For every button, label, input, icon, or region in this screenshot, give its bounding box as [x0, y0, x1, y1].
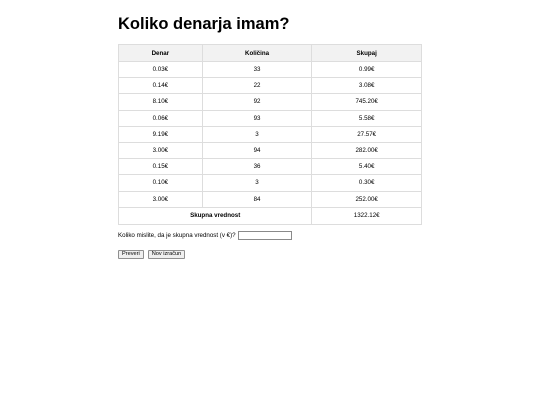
- total-row: [119, 207, 422, 224]
- cell-denar: 0.06€: [119, 110, 203, 126]
- table-row: [119, 126, 422, 142]
- cell-skupaj: 5.40€: [312, 159, 422, 175]
- cell-denar: 3.00€: [119, 142, 203, 158]
- total-value: 1322.12€: [312, 207, 422, 224]
- cell-skupaj: 27.57€: [312, 126, 422, 142]
- page-container: [118, 14, 422, 259]
- money-table: [118, 44, 422, 225]
- cell-kolicina: 33: [202, 62, 312, 78]
- cell-skupaj: 282.00€: [312, 142, 422, 158]
- cell-kolicina: 92: [202, 94, 312, 110]
- cell-denar: 9.19€: [119, 126, 203, 142]
- cell-kolicina: 3: [202, 126, 312, 142]
- cell-denar: 0.14€: [119, 78, 203, 94]
- cell-skupaj: 0.30€: [312, 175, 422, 191]
- question-row: [118, 230, 422, 242]
- cell-skupaj: 3.08€: [312, 78, 422, 94]
- cell-kolicina: 22: [202, 78, 312, 94]
- cell-kolicina: 93: [202, 110, 312, 126]
- table-row: [119, 94, 422, 110]
- total-label: Skupna vrednost: [119, 207, 312, 224]
- cell-kolicina: 36: [202, 159, 312, 175]
- table-row: [119, 62, 422, 78]
- check-button[interactable]: Preveri: [118, 250, 144, 259]
- cell-denar: 0.15€: [119, 159, 203, 175]
- answer-input[interactable]: [238, 231, 292, 240]
- table-row: [119, 110, 422, 126]
- cell-skupaj: 745.20€: [312, 94, 422, 110]
- header-kolicina: Količina: [202, 45, 312, 62]
- page-title: Koliko denarja imam?: [118, 15, 290, 33]
- cell-denar: 0.03€: [119, 62, 203, 78]
- table-header-row: [119, 45, 422, 62]
- cell-kolicina: 84: [202, 191, 312, 207]
- header-denar: Denar: [119, 45, 203, 62]
- actions-row: [118, 250, 422, 259]
- cell-skupaj: 0.99€: [312, 62, 422, 78]
- new-calculation-button[interactable]: Nov izračun: [148, 250, 186, 259]
- cell-skupaj: 5.58€: [312, 110, 422, 126]
- cell-kolicina: 3: [202, 175, 312, 191]
- header-skupaj: Skupaj: [312, 45, 422, 62]
- table-body: [119, 62, 422, 208]
- table-row: [119, 142, 422, 158]
- cell-denar: 3.00€: [119, 191, 203, 207]
- cell-skupaj: 252.00€: [312, 191, 422, 207]
- table-row: [119, 191, 422, 207]
- table-row: [119, 78, 422, 94]
- table-row: [119, 175, 422, 191]
- cell-denar: 0.10€: [119, 175, 203, 191]
- cell-denar: 8.10€: [119, 94, 203, 110]
- question-label: Koliko mislite, da je skupna vrednost (v €)?: [118, 232, 236, 240]
- cell-kolicina: 94: [202, 142, 312, 158]
- table-row: [119, 159, 422, 175]
